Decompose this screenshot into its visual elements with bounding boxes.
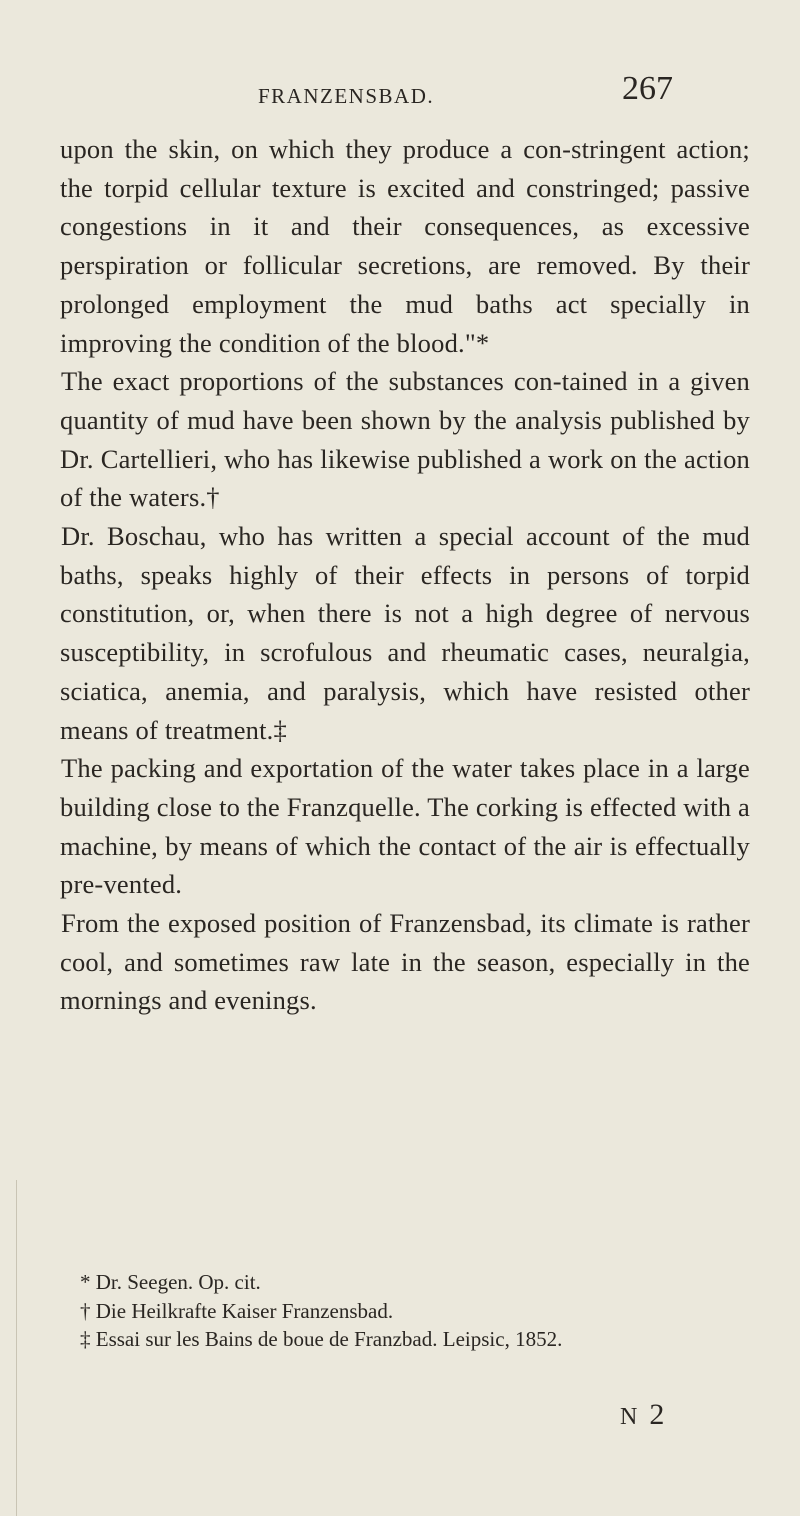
footnote-2: † Die Heilkrafte Kaiser Franzensbad.	[80, 1298, 394, 1323]
running-head: FRANZENSBAD.	[258, 84, 435, 108]
paragraph-2: The exact proportions of the substances con-tained in a given quantity of mud have been shown by the analysis published by Dr. Cartellieri, who has likewise published a work on the action of the waters.†	[60, 366, 750, 513]
footnote-1: * Dr. Seegen. Op. cit.	[80, 1270, 261, 1294]
paragraph-5: From the exposed position of Franzensbad, its climate is rather cool, and sometimes raw late in the season, especially in the mornings and evenings.	[60, 908, 750, 1016]
paragraph-4: The packing and exportation of the water takes place in a large building close to the Franzquelle. The corking is effected with a machine, by means of which the contact of the air is effectually pre-vented.	[60, 753, 750, 900]
signature-mark	[620, 1398, 664, 1432]
footnotes	[80, 1268, 760, 1354]
body-text	[60, 130, 750, 1020]
margin-line	[16, 1180, 17, 1516]
signature-letter: N	[620, 1404, 641, 1430]
signature-number: 2	[649, 1398, 665, 1431]
paragraph-1: upon the skin, on which they produce a con-stringent action; the torpid cellular texture is excited and constringed; passive congestions in it and their consequences, as excessive perspiration or follicular secretions, are removed. By their prolonged employment the mud baths act specially in improving the condition of the blood."*	[60, 134, 750, 358]
footnote-3: ‡ Essai sur les Bains de boue de Franzbad. Leipsic, 1852.	[80, 1327, 563, 1351]
page-number: 267	[622, 70, 673, 107]
paragraph-3: Dr. Boschau, who has written a special account of the mud baths, speaks highly of their effects in persons of torpid constitution, or, when there is not a high degree of nervous susceptibility, in scrofulous and rheumatic cases, neuralgia, sciatica, anemia, and paralysis, which have resisted other means of treatment.‡	[60, 521, 750, 745]
